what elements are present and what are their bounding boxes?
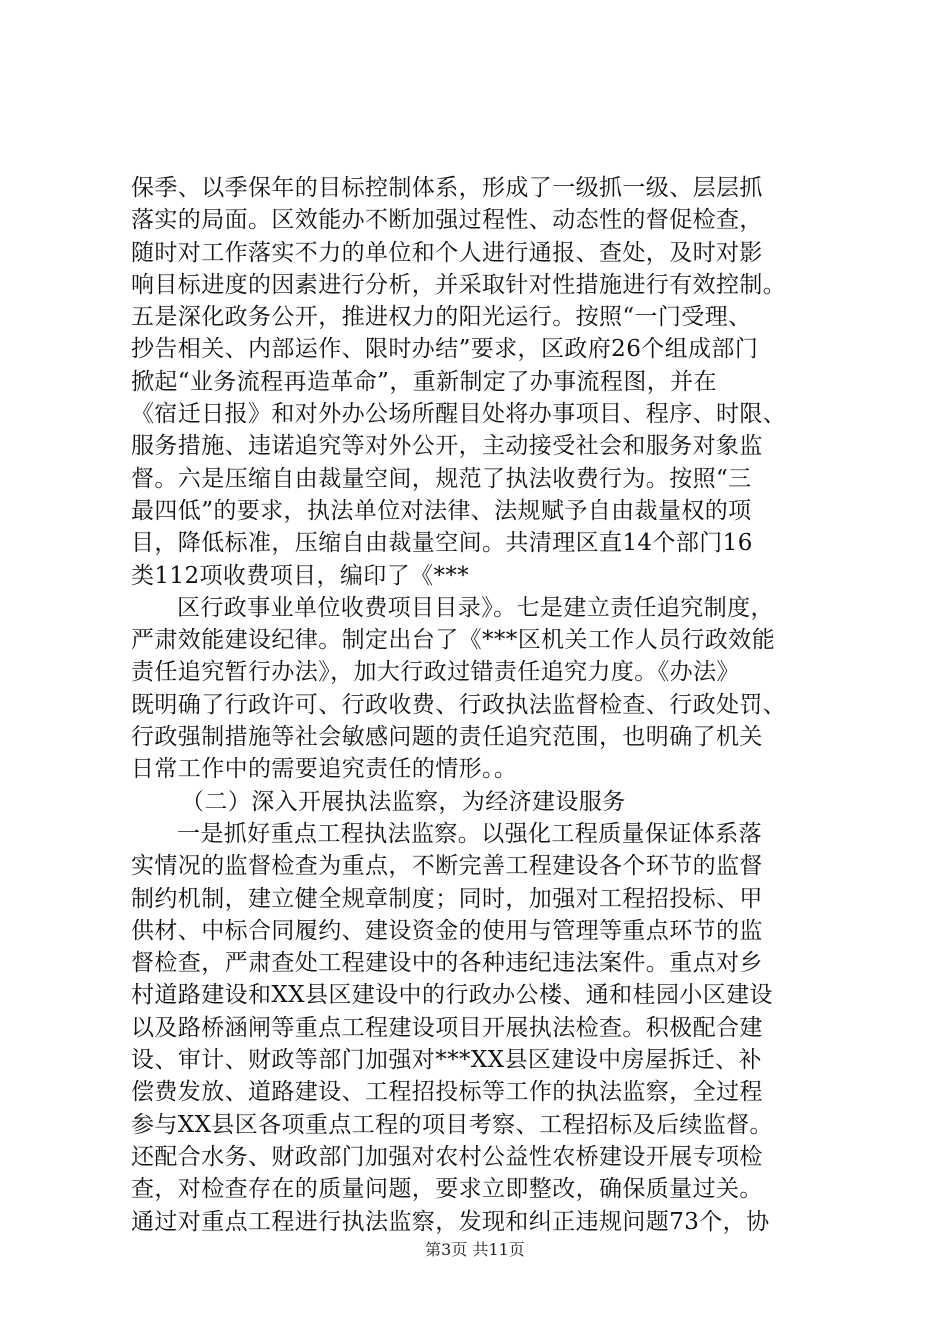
text-line: 责任追究暂行办法》，加大行政过错责任追究力度。《办法》 [131, 659, 740, 686]
text-line: 随时对工作落实不力的单位和个人进行通报、查处，及时对影 [131, 239, 763, 266]
text-line: 保季、以季保年的目标控制体系，形成了一级抓一级、层层抓 [131, 175, 763, 201]
text-line: 偿费发放、道路建设、工程招投标等工作的执法监察，全过程 [131, 1079, 763, 1106]
body-text [131, 172, 851, 1238]
text-line: 响目标进度的因素进行分析，并采取针对性措施进行有效控制。 [131, 271, 787, 298]
text-line: 抄告相关、内部运作、限时办结”要求，区政府26个组成部门 [131, 336, 759, 363]
page-footer: 第3页 共11页 [425, 1240, 525, 1259]
text-line: 掀起“业务流程再造革命”，重新制定了办事流程图，并在 [131, 368, 717, 395]
text-line: 设、审计、财政等部门加强对***XX县区建设中房屋拆迁、补 [131, 1047, 762, 1074]
text-line: 村道路建设和XX县区建设中的行政办公楼、通和桂园小区建设 [131, 982, 773, 1009]
text-line: 查，对检查存在的质量问题，要求立即整改，确保质量过关。 [131, 1176, 763, 1203]
text-line: 落实的局面。区效能办不断加强过程性、动态性的督促检查， [131, 207, 763, 234]
text-line: 参与XX县区各项重点工程的项目考察、工程招标及后续监督。 [131, 1111, 773, 1138]
text-line: 目，降低标准，压缩自由裁量空间。共清理区直14个部门16 [131, 530, 753, 557]
text-line: 既明确了行政许可、行政收费、行政执法监督检查、行政处罚、 [131, 691, 787, 718]
text-line: 行政强制措施等社会敏感问题的责任追究范围，也明确了机关 [131, 724, 763, 751]
text-line: 以及路桥涵闸等重点工程建设项目开展执法检查。积极配合建 [131, 1014, 763, 1041]
text-line: 实情况的监督检查为重点，不断完善工程建设各个环节的监督 [131, 853, 763, 880]
text-line: 服务措施、违诺追究等对外公开，主动接受社会和服务对象监 [131, 433, 763, 460]
text-line: 通过对重点工程进行执法监察，发现和纠正违规问题73个，协 [131, 1208, 770, 1235]
text-line: 五是深化政务公开，推进权力的阳光运行。按照“一门受理、 [131, 304, 752, 331]
text-line: 最四低”的要求，执法单位对法律、法规赋予自由裁量权的项 [131, 497, 752, 524]
text-line: 严肃效能建设纪律。制定出台了《***区机关工作人员行政效能 [131, 627, 776, 654]
text-line: 制约机制，建立健全规章制度；同时，加强对工程招投标、甲 [131, 885, 763, 912]
text-line: 类112项收费项目，编印了《*** [131, 562, 470, 589]
text-line: 日常工作中的需要追究责任的情形。。 [131, 756, 518, 783]
text-line: 还配合水务、财政部门加强对农村公益性农桥建设开展专项检 [131, 1143, 763, 1170]
text-line: 区行政事业单位收费项目目录》。七是建立责任追究制度， [177, 594, 774, 621]
text-line: 供材、中标合同履约、建设资金的使用与管理等重点环节的监 [131, 917, 763, 944]
text-line: 督检查，严肃查处工程建设中的各种违纪违法案件。重点对乡 [131, 950, 763, 977]
text-line: 一是抓好重点工程执法监察。以强化工程质量保证体系落 [177, 820, 762, 847]
section-heading: （二）深入开展执法监察，为经济建设服务 [181, 788, 626, 815]
text-line: 《宿迁日报》和对外办公场所醒目处将办事项目、程序、时限、 [131, 401, 787, 428]
text-line: 督。六是压缩自由裁量空间，规范了执法收费行为。按照“三 [131, 465, 752, 492]
